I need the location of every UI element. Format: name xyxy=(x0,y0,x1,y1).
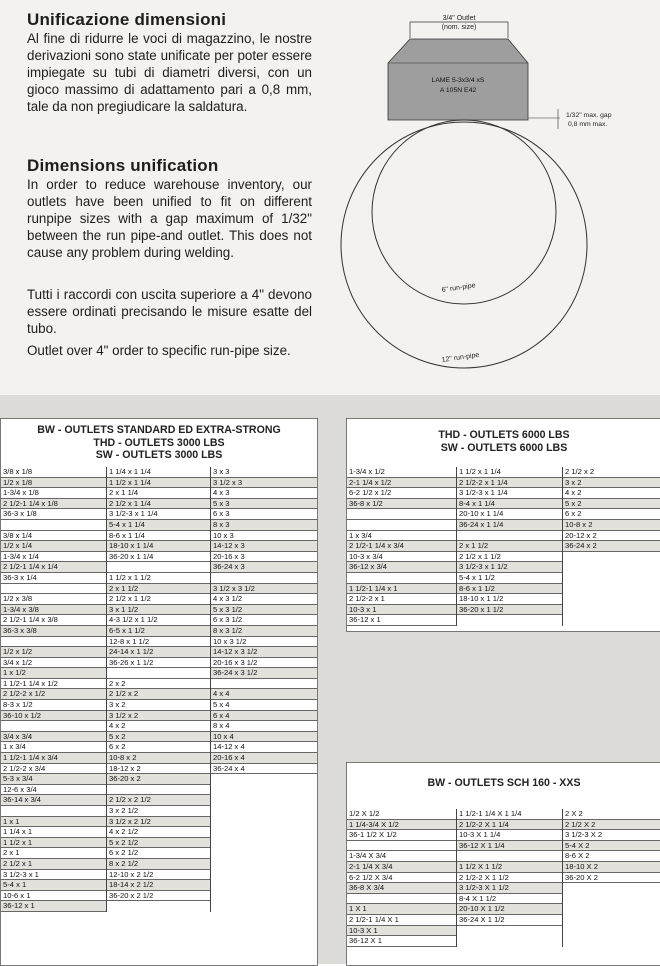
table-cell: 2 X 2 xyxy=(563,809,660,820)
table-sch160-title: BW - OUTLETS SCH 160 - XXS xyxy=(427,777,581,789)
table-6000-grid xyxy=(347,467,660,626)
table-cell: 3 1/2 x 3 1/2 xyxy=(211,584,317,595)
table-cell: 20-16 x 4 xyxy=(211,753,317,764)
table-cell: 36-10 x 1/2 xyxy=(1,711,106,722)
table-cell: 3 x 1 1/2 xyxy=(107,605,210,616)
table-cell: 3 x 2 xyxy=(563,478,660,489)
table-cell: 6 x 2 xyxy=(563,509,660,520)
table-cell: 2 1/2 x 2 xyxy=(563,467,660,478)
table-cell: 1/2 x 1/8 xyxy=(1,478,106,489)
table-6000-col-1 xyxy=(347,467,457,626)
table-cell: 8-6 x 1 1/2 xyxy=(457,584,562,595)
table-cell: 4 x 3 1/2 xyxy=(211,594,317,605)
table-cell: 8-6 X 2 xyxy=(563,851,660,862)
table-sch160-col-3 xyxy=(563,809,660,947)
table-cell: 5 x 2 1/2 xyxy=(107,838,210,849)
table-cell: 36-12 X 1 xyxy=(347,936,456,947)
table-cell: 10-3 x 1 xyxy=(347,605,456,616)
table-cell: 2 1/2 x 1 1/2 xyxy=(107,594,210,605)
table-6000-title-1: THD - OUTLETS 6000 LBS xyxy=(438,429,570,441)
table-standard-header xyxy=(1,419,317,462)
stamp-line-2: A 105N E42 xyxy=(439,87,477,94)
table-cell: 1 x 1/2 xyxy=(1,668,106,679)
table-cell: 5-4 x 1 1/4 xyxy=(107,520,210,531)
english-note xyxy=(27,342,312,359)
table-cell: 2 1/2-1 1/4 x 1/4 xyxy=(1,562,106,573)
table-cell: 1 1/2 x 1 1/4 xyxy=(107,478,210,489)
table-cell: 10-8 x 2 xyxy=(107,753,210,764)
table-cell: 36-24 X 1 1/2 xyxy=(457,915,562,926)
table-cell: 2 x 2 xyxy=(107,679,210,690)
table-cell xyxy=(457,851,562,862)
table-cell: 10-8 x 2 xyxy=(563,520,660,531)
table-cell: 6-2 1/2 x 1/2 xyxy=(347,488,456,499)
small-run-label: 6" run-pipe xyxy=(441,282,476,294)
table-cell: 1 1/2-1 1/4 x 3/4 xyxy=(1,753,106,764)
table-cell: 4 x 3 xyxy=(211,488,317,499)
table-cell: 2 1/2 x 1 1/4 xyxy=(107,499,210,510)
table-cell: 3 1/2-3 X 1 1/2 xyxy=(457,883,562,894)
table-cell: 2 1/2-2 x 1/2 xyxy=(1,689,106,700)
table-cell: 1-3/4 x 3/8 xyxy=(1,605,106,616)
table-cell: 6 x 3 xyxy=(211,509,317,520)
table-cell: 2 1/2-2 X 1 1/4 xyxy=(457,820,562,831)
table-cell: 1/2 x 1/2 xyxy=(1,647,106,658)
table-cell: 2 1/2-2 x 3/4 xyxy=(1,764,106,775)
table-sch160 xyxy=(346,762,660,966)
italian-title: Unificazione dimensioni xyxy=(27,10,227,29)
table-cell: 36-24 x 2 xyxy=(563,541,660,552)
table-cell: 18-10 X 2 xyxy=(563,862,660,873)
table-cell: 14-12 x 3 1/2 xyxy=(211,647,317,658)
table-cell: 3/4 x 1/2 xyxy=(1,658,106,669)
table-cell: 4-3 1/2 x 1 1/2 xyxy=(107,615,210,626)
table-cell: 10-3 x 3/4 xyxy=(347,552,456,563)
table-standard-col-1 xyxy=(1,467,107,912)
table-cell: 18-12 x 2 xyxy=(107,764,210,775)
table-cell: 1/2 x 3/8 xyxy=(1,594,106,605)
table-cell: 3/8 x 1/4 xyxy=(1,531,106,542)
english-intro xyxy=(27,156,312,261)
table-cell: 14-12 x 3 xyxy=(211,541,317,552)
gap-label-2: 0,8 mm max. xyxy=(568,121,608,128)
table-cell: 36-24 x 4 xyxy=(211,764,317,775)
table-6000 xyxy=(346,418,660,632)
table-cell: 20-16 x 3 1/2 xyxy=(211,658,317,669)
table-cell: 8-3 x 1/2 xyxy=(1,700,106,711)
table-cell: 36-24 x 3 1/2 xyxy=(211,668,317,679)
table-cell: 1-3/4 X 3/4 xyxy=(347,851,456,862)
table-cell: 1 x 3/4 xyxy=(347,531,456,542)
table-cell: 3 1/2 x 2 xyxy=(107,711,210,722)
table-cell: 36-1 1/2 X 1/2 xyxy=(347,830,456,841)
table-cell: 3/8 x 1/8 xyxy=(1,467,106,478)
table-cell: 8-6 x 1 1/4 xyxy=(107,531,210,542)
table-cell: 36-20 x 1 1/2 xyxy=(457,605,562,616)
table-cell: 4 x 2 1/2 xyxy=(107,827,210,838)
table-sch160-grid xyxy=(347,809,660,947)
stamp-line-1: LAME 5-3x3/4 xS xyxy=(431,77,485,84)
table-cell: 2 1/2 x 1 xyxy=(1,859,106,870)
table-cell xyxy=(1,806,106,817)
table-cell: 8 x 3 1/2 xyxy=(211,626,317,637)
table-cell: 2 1/2-1 1/4 x 3/8 xyxy=(1,615,106,626)
table-cell xyxy=(107,785,210,796)
table-cell: 1/2 X 1/2 xyxy=(347,809,456,820)
table-6000-col-3 xyxy=(563,467,660,626)
table-cell: 10 x 3 1/2 xyxy=(211,637,317,648)
table-cell xyxy=(1,721,106,732)
table-cell: 36-12 x 1 xyxy=(347,615,456,626)
italian-intro xyxy=(27,10,312,115)
table-cell: 6 x 2 1/2 xyxy=(107,848,210,859)
table-cell: 3 x 2 1/2 xyxy=(107,806,210,817)
table-cell: 2 1/2 x 1 1/2 xyxy=(457,552,562,563)
outlet-diagram xyxy=(330,8,650,378)
table-cell: 18-10 x 1 1/2 xyxy=(457,594,562,605)
gap-label-1: 1/32" max. gap xyxy=(566,112,612,119)
table-cell: 12-10 x 2 1/2 xyxy=(107,870,210,881)
table-cell: 3 1/2-3 x 1 1/2 xyxy=(457,562,562,573)
table-standard-col-2 xyxy=(107,467,211,912)
table-cell: 36-14 x 3/4 xyxy=(1,795,106,806)
table-cell: 5-4 x 1 1/2 xyxy=(457,573,562,584)
table-cell: 2 x 1 xyxy=(1,848,106,859)
table-cell: 6-2 1/2 X 3/4 xyxy=(347,873,456,884)
table-cell xyxy=(211,573,317,584)
table-cell: 5-4 x 1 xyxy=(1,880,106,891)
outlet-nom-label: (nom. size) xyxy=(441,24,477,31)
table-cell: 3/4 x 3/4 xyxy=(1,732,106,743)
table-sch160-col-1 xyxy=(347,809,457,947)
table-cell: 3 1/2-3 x 1 1/4 xyxy=(107,509,210,520)
table-cell: 1 1/2-1 1/4 X 1 1/4 xyxy=(457,809,562,820)
table-cell: 3 1/2-3 x 1 1/4 xyxy=(457,488,562,499)
table-cell: 12-8 x 1 1/2 xyxy=(107,637,210,648)
table-cell: 1 1/2 X 1 1/2 xyxy=(457,862,562,873)
table-cell: 1 1/4-3/4 X 1/2 xyxy=(347,820,456,831)
table-cell: 2 1/2-1 1/4 X 1 xyxy=(347,915,456,926)
table-cell: 36-3 x 1/4 xyxy=(1,573,106,584)
table-standard xyxy=(0,418,318,966)
table-cell: 5-3 x 3/4 xyxy=(1,774,106,785)
table-cell: 2 x 1 1/4 xyxy=(107,488,210,499)
table-cell xyxy=(1,584,106,595)
table-cell xyxy=(211,679,317,690)
table-cell: 2 1/2 x 2 1/2 xyxy=(107,795,210,806)
table-cell: 2 x 1 1/2 xyxy=(107,584,210,595)
table-cell: 1 x 1 xyxy=(1,817,106,828)
table-cell: 20-10 x 1 1/4 xyxy=(457,509,562,520)
table-standard-title-3: SW - OUTLETS 3000 LBS xyxy=(95,449,223,461)
table-cell: 1 X 1 xyxy=(347,904,456,915)
table-cell: 3 x 3 xyxy=(211,467,317,478)
italian-body: Al fine di ridurre le voci di magazzino, le nostre derivazioni sono state unificate per poter essere impiegate su tubi di diametri diversi, con un gioco massimo di adattamento pari a 0,8 mm, tale da non pregiudicare la saldatura. xyxy=(27,31,312,114)
table-cell: 20-10 X 1 1/2 xyxy=(457,904,562,915)
outlet-label: 3/4" Outlet xyxy=(442,15,476,22)
table-cell: 36-8 X 3/4 xyxy=(347,883,456,894)
table-cell: 20-16 x 3 xyxy=(211,552,317,563)
table-cell xyxy=(347,520,456,531)
table-cell: 5-4 X 2 xyxy=(563,841,660,852)
table-cell: 2 1/2 X 2 xyxy=(563,820,660,831)
table-cell xyxy=(457,531,562,542)
table-cell: 36-8 x 1/2 xyxy=(347,499,456,510)
table-cell xyxy=(347,573,456,584)
table-cell: 36-20 x 2 xyxy=(107,774,210,785)
table-cell xyxy=(1,637,106,648)
table-cell xyxy=(347,894,456,905)
table-cell: 10 x 4 xyxy=(211,732,317,743)
table-standard-title-1: BW - OUTLETS STANDARD ED EXTRA-STRONG xyxy=(37,424,281,436)
table-cell: 3 1/2 x 3 xyxy=(211,478,317,489)
table-6000-header xyxy=(347,419,660,454)
table-cell: 1-3/4 x 1/8 xyxy=(1,488,106,499)
table-cell: 4 x 2 xyxy=(107,721,210,732)
table-6000-col-2 xyxy=(457,467,563,626)
table-cell: 36-20 x 2 1/2 xyxy=(107,891,210,902)
table-cell: 2 1/2-2 x 1 1/4 xyxy=(457,478,562,489)
table-cell: 8 x 4 xyxy=(211,721,317,732)
table-cell: 36-26 x 1 1/2 xyxy=(107,658,210,669)
table-cell: 12-6 x 3/4 xyxy=(1,785,106,796)
italian-note xyxy=(27,286,312,337)
table-cell: 8 x 3 xyxy=(211,520,317,531)
table-cell: 36-24 x 3 xyxy=(211,562,317,573)
table-cell: 1/2 x 1/4 xyxy=(1,541,106,552)
table-cell: 6 x 3 1/2 xyxy=(211,615,317,626)
table-cell: 36-20 X 2 xyxy=(563,873,660,884)
table-cell: 6-5 x 1 1/2 xyxy=(107,626,210,637)
table-cell xyxy=(347,841,456,852)
english-note-text: Outlet over 4" order to specific run-pipe size. xyxy=(27,343,291,358)
english-body: In order to reduce warehouse inventory, our outlets have been unified to fit on different runpipe sizes with a gap maximum of 1/32" between the run pipe-and outlet. This does not cause any problem during welding. xyxy=(27,177,312,260)
table-cell xyxy=(347,509,456,520)
table-cell: 2-1 1/4 X 3/4 xyxy=(347,862,456,873)
table-cell xyxy=(107,668,210,679)
english-title: Dimensions unification xyxy=(27,156,219,175)
table-sch160-header xyxy=(347,763,660,790)
table-cell: 1 1/2-1 1/4 x 1/2 xyxy=(1,679,106,690)
italian-note-text: Tutti i raccordi con uscita superiore a 4" devono essere ordinati precisando le misure esatte del tubo. xyxy=(27,287,312,336)
table-cell: 24-14 x 1 1/2 xyxy=(107,647,210,658)
table-cell: 4 x 2 xyxy=(563,488,660,499)
table-cell: 1-3/4 x 1/4 xyxy=(1,552,106,563)
table-cell: 36-20 x 1 1/4 xyxy=(107,552,210,563)
table-standard-title-2: THD - OUTLETS 3000 LBS xyxy=(93,436,225,449)
table-cell xyxy=(107,562,210,573)
table-cell: 36-3 x 3/8 xyxy=(1,626,106,637)
table-cell: 2 1/2-2 X 1 1/2 xyxy=(457,873,562,884)
table-cell: 36-24 x 1 1/4 xyxy=(457,520,562,531)
table-cell: 1 1/2-1 1/4 x 1 xyxy=(347,584,456,595)
table-standard-grid xyxy=(1,467,317,912)
large-run-label: 12" run-pipe xyxy=(441,351,480,364)
table-cell: 1-3/4 x 1/2 xyxy=(347,467,456,478)
table-cell: 36-3 x 1/8 xyxy=(1,509,106,520)
table-cell: 36-12 X 1 1/4 xyxy=(457,841,562,852)
table-cell: 5 x 2 xyxy=(563,499,660,510)
table-cell: 3 1/2-3 x 1 xyxy=(1,870,106,881)
table-cell: 14-12 x 4 xyxy=(211,742,317,753)
table-cell: 6 x 4 xyxy=(211,711,317,722)
table-cell: 10-3 X 1 1/4 xyxy=(457,830,562,841)
table-cell: 36-12 x 1 xyxy=(1,901,106,912)
table-cell: 5 x 4 xyxy=(211,700,317,711)
table-cell: 10-3 X 1 xyxy=(347,926,456,937)
table-cell: 3 1/2-3 X 2 xyxy=(563,830,660,841)
table-cell: 1 1/4 x 1 1/4 xyxy=(107,467,210,478)
table-cell: 20-12 x 2 xyxy=(563,531,660,542)
table-cell: 6 x 2 xyxy=(107,742,210,753)
table-cell: 3 1/2 x 2 1/2 xyxy=(107,817,210,828)
table-cell: 1 1/2 x 1 1/2 xyxy=(107,573,210,584)
table-cell: 5 x 3 xyxy=(211,499,317,510)
table-cell: 1 1/2 x 1 1/4 xyxy=(457,467,562,478)
table-cell: 3 x 2 xyxy=(107,700,210,711)
table-cell: 18-10 x 1 1/4 xyxy=(107,541,210,552)
table-cell: 18-14 x 2 1/2 xyxy=(107,880,210,891)
table-cell: 1 x 3/4 xyxy=(1,742,106,753)
table-standard-col-3 xyxy=(211,467,317,912)
table-cell: 8 x 2 1/2 xyxy=(107,859,210,870)
table-cell: 10 x 3 xyxy=(211,531,317,542)
table-sch160-col-2 xyxy=(457,809,563,947)
small-run-pipe xyxy=(372,120,556,304)
table-cell: 10-6 x 1 xyxy=(1,891,106,902)
table-cell: 5 x 2 xyxy=(107,732,210,743)
table-cell: 2 x 1 1/2 xyxy=(457,541,562,552)
table-cell xyxy=(1,520,106,531)
table-cell: 2 1/2 x 2 xyxy=(107,689,210,700)
table-6000-title-2: SW - OUTLETS 6000 LBS xyxy=(440,441,568,454)
table-cell: 5 x 3 1/2 xyxy=(211,605,317,616)
table-cell: 2-1 1/4 x 1/2 xyxy=(347,478,456,489)
table-cell: 1 1/2 x 1 xyxy=(1,838,106,849)
table-cell: 8-4 X 1 1/2 xyxy=(457,894,562,905)
table-cell: 1 1/4 x 1 xyxy=(1,827,106,838)
table-cell: 2 1/2-1 1/4 x 1/8 xyxy=(1,499,106,510)
table-cell: 36-12 x 3/4 xyxy=(347,562,456,573)
table-cell: 2 1/2-2 x 1 xyxy=(347,594,456,605)
table-cell: 4 x 4 xyxy=(211,689,317,700)
table-cell: 8-4 x 1 1/4 xyxy=(457,499,562,510)
table-cell: 2 1/2-1 1/4 x 3/4 xyxy=(347,541,456,552)
